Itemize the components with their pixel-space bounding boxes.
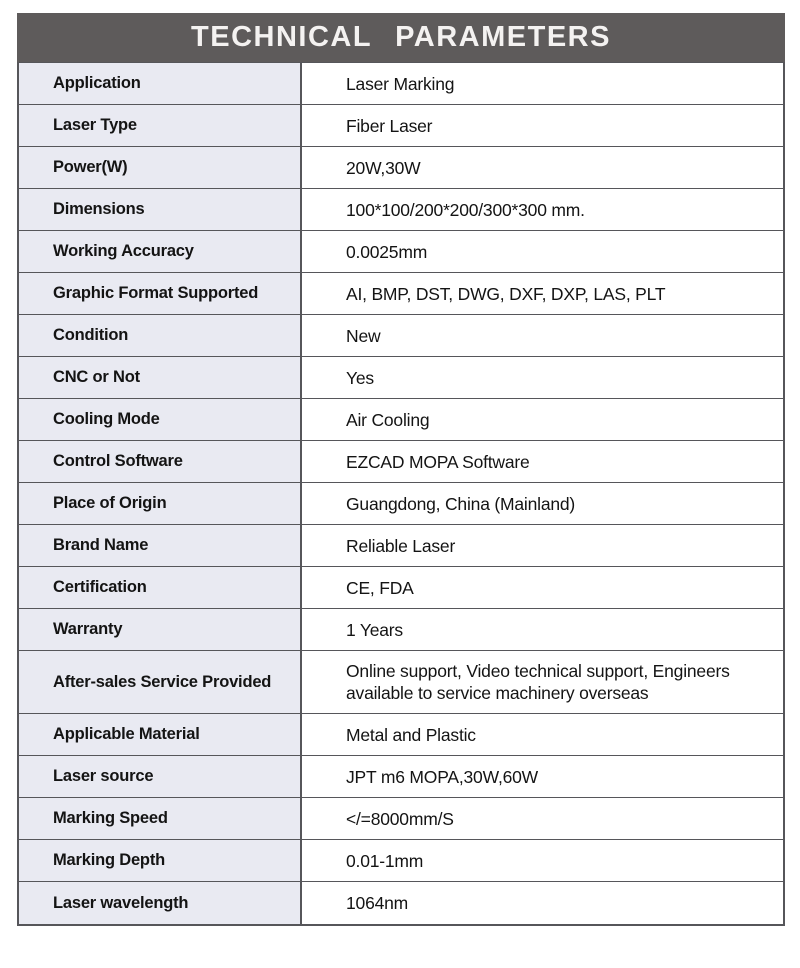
table-row: [19, 231, 783, 273]
row-label: Condition: [19, 315, 302, 356]
row-value: 0.01-1mm: [302, 840, 783, 881]
table-row: [19, 315, 783, 357]
table-row: [19, 882, 783, 924]
row-value: 0.0025mm: [302, 231, 783, 272]
table-row: [19, 609, 783, 651]
row-label: Warranty: [19, 609, 302, 650]
row-label: Certification: [19, 567, 302, 608]
table-row: [19, 651, 783, 714]
table-row: [19, 189, 783, 231]
row-label: Brand Name: [19, 525, 302, 566]
table-row: [19, 357, 783, 399]
table-row: [19, 105, 783, 147]
row-value: Fiber Laser: [302, 105, 783, 146]
row-value: 1064nm: [302, 882, 783, 924]
row-value: EZCAD MOPA Software: [302, 441, 783, 482]
row-label: Laser Type: [19, 105, 302, 146]
table-row: [19, 441, 783, 483]
row-label: Control Software: [19, 441, 302, 482]
table-row: [19, 399, 783, 441]
row-label: Marking Depth: [19, 840, 302, 881]
row-label: Dimensions: [19, 189, 302, 230]
row-label: Place of Origin: [19, 483, 302, 524]
table-row: [19, 483, 783, 525]
row-label: CNC or Not: [19, 357, 302, 398]
table-title: TECHNICAL PARAMETERS: [191, 21, 611, 53]
row-value: 1 Years: [302, 609, 783, 650]
row-value: Guangdong, China (Mainland): [302, 483, 783, 524]
row-value: AI, BMP, DST, DWG, DXF, DXP, LAS, PLT: [302, 273, 783, 314]
table-row: [19, 147, 783, 189]
table-row: [19, 273, 783, 315]
row-value: Yes: [302, 357, 783, 398]
row-value: JPT m6 MOPA,30W,60W: [302, 756, 783, 797]
row-value: </=8000mm/S: [302, 798, 783, 839]
table-row: [19, 840, 783, 882]
row-value: Laser Marking: [302, 63, 783, 104]
table-row: [19, 714, 783, 756]
row-label: Graphic Format Supported: [19, 273, 302, 314]
row-value: New: [302, 315, 783, 356]
spec-table: [17, 62, 785, 926]
table-title-bar: [17, 13, 785, 62]
row-value: Reliable Laser: [302, 525, 783, 566]
row-label: After-sales Service Provided: [19, 651, 302, 713]
spec-container: [17, 13, 785, 926]
row-value: Online support, Video technical support, Engineers available to service machinery overseas: [302, 651, 783, 713]
row-value: 20W,30W: [302, 147, 783, 188]
table-row: [19, 63, 783, 105]
row-label: Marking Speed: [19, 798, 302, 839]
table-row: [19, 756, 783, 798]
row-label: Laser source: [19, 756, 302, 797]
row-value: Air Cooling: [302, 399, 783, 440]
row-label: Working Accuracy: [19, 231, 302, 272]
row-label: Applicable Material: [19, 714, 302, 755]
row-value: CE, FDA: [302, 567, 783, 608]
row-label: Laser wavelength: [19, 882, 302, 924]
row-label: Application: [19, 63, 302, 104]
row-value: 100*100/200*200/300*300 mm.: [302, 189, 783, 230]
row-value: Metal and Plastic: [302, 714, 783, 755]
row-label: Cooling Mode: [19, 399, 302, 440]
table-row: [19, 525, 783, 567]
table-row: [19, 798, 783, 840]
table-row: [19, 567, 783, 609]
row-label: Power(W): [19, 147, 302, 188]
